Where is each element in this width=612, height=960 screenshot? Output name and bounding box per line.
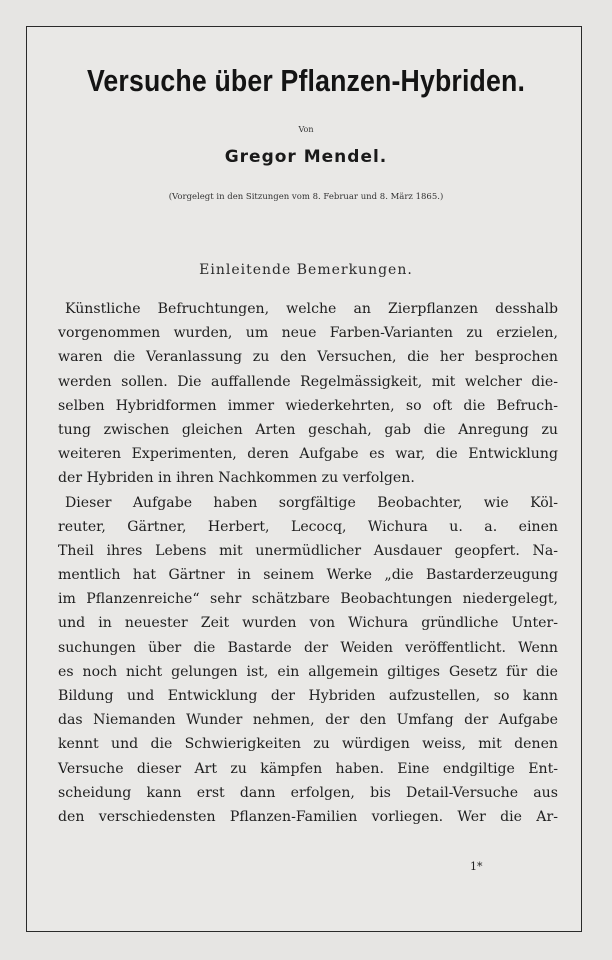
text-line: es noch nicht gelungen ist, ein allgemein giltiges Gesetz für die bbox=[58, 663, 558, 680]
text-line: scheidung kann erst dann erfolgen, bis Detail-Versuche aus bbox=[58, 784, 558, 801]
text-line: weiteren Experimenten, deren Aufgabe es war, die Entwicklung bbox=[58, 446, 558, 463]
author-name: Gregor Mendel. bbox=[224, 147, 388, 167]
presentation-note: (Vorgelegt in den Sitzungen vom 8. Februar und 8. März 1865.) bbox=[168, 192, 444, 202]
text-line: im Pflanzenreiche“ sehr schätzbare Beobachtungen niedergelegt, bbox=[58, 591, 558, 608]
section-heading: Einleitende Bemerkungen. bbox=[199, 262, 413, 278]
text-line: selben Hybridformen immer wiederkehrten, so oft die Befruch- bbox=[58, 397, 558, 414]
body-text bbox=[58, 297, 558, 829]
text-line: das Niemanden Wunder nehmen, der den Umfang der Aufgabe bbox=[58, 712, 558, 729]
text-line: Künstliche Befruchtungen, welche an Zierpflanzen desshalb bbox=[65, 301, 558, 317]
text-line: Dieser Aufgabe haben sorgfältige Beobachter, wie Köl- bbox=[65, 494, 558, 511]
text-line: Theil ihres Lebens mit unermüdlicher Ausdauer geopfert. Na- bbox=[58, 542, 558, 559]
paper-title: Versuche über Pflanzen-Hybriden. bbox=[86, 63, 526, 98]
text-line: der Hybriden in ihren Nachkommen zu verfolgen. bbox=[58, 470, 415, 487]
text-line: Bildung und Entwicklung der Hybriden aufzustellen, so kann bbox=[58, 688, 558, 704]
page-number: 1* bbox=[470, 860, 483, 873]
text-line: waren die Veranlassung zu den Versuchen, die her besprochen bbox=[58, 349, 558, 366]
text-line: mentlich hat Gärtner in seinem Werke „die Bastarderzeugung bbox=[58, 567, 558, 584]
text-line: werden sollen. Die auffallende Regelmässigkeit, mit welcher die- bbox=[58, 373, 558, 390]
byline-von: Von bbox=[298, 125, 314, 134]
text-line: kennt und die Schwierigkeiten zu würdigen weiss, mit denen bbox=[58, 736, 558, 753]
text-line: reuter, Gärtner, Herbert, Lecocq, Wichura u. a. einen bbox=[58, 518, 558, 535]
text-line: vorgenommen wurden, um neue Farben-Varianten zu erzielen, bbox=[58, 325, 558, 342]
text-line: den verschiedensten Pflanzen-Familien vorliegen. Wer die Ar- bbox=[58, 808, 558, 825]
text-line: und in neuester Zeit wurden von Wichura gründliche Unter- bbox=[58, 615, 558, 632]
text-line: suchungen über die Bastarde der Weiden veröffentlicht. Wenn bbox=[58, 639, 558, 656]
text-line: Versuche dieser Art zu kämpfen haben. Eine endgiltige Ent- bbox=[58, 760, 558, 777]
text-line: tung zwischen gleichen Arten geschah, gab die Anregung zu bbox=[58, 421, 558, 438]
